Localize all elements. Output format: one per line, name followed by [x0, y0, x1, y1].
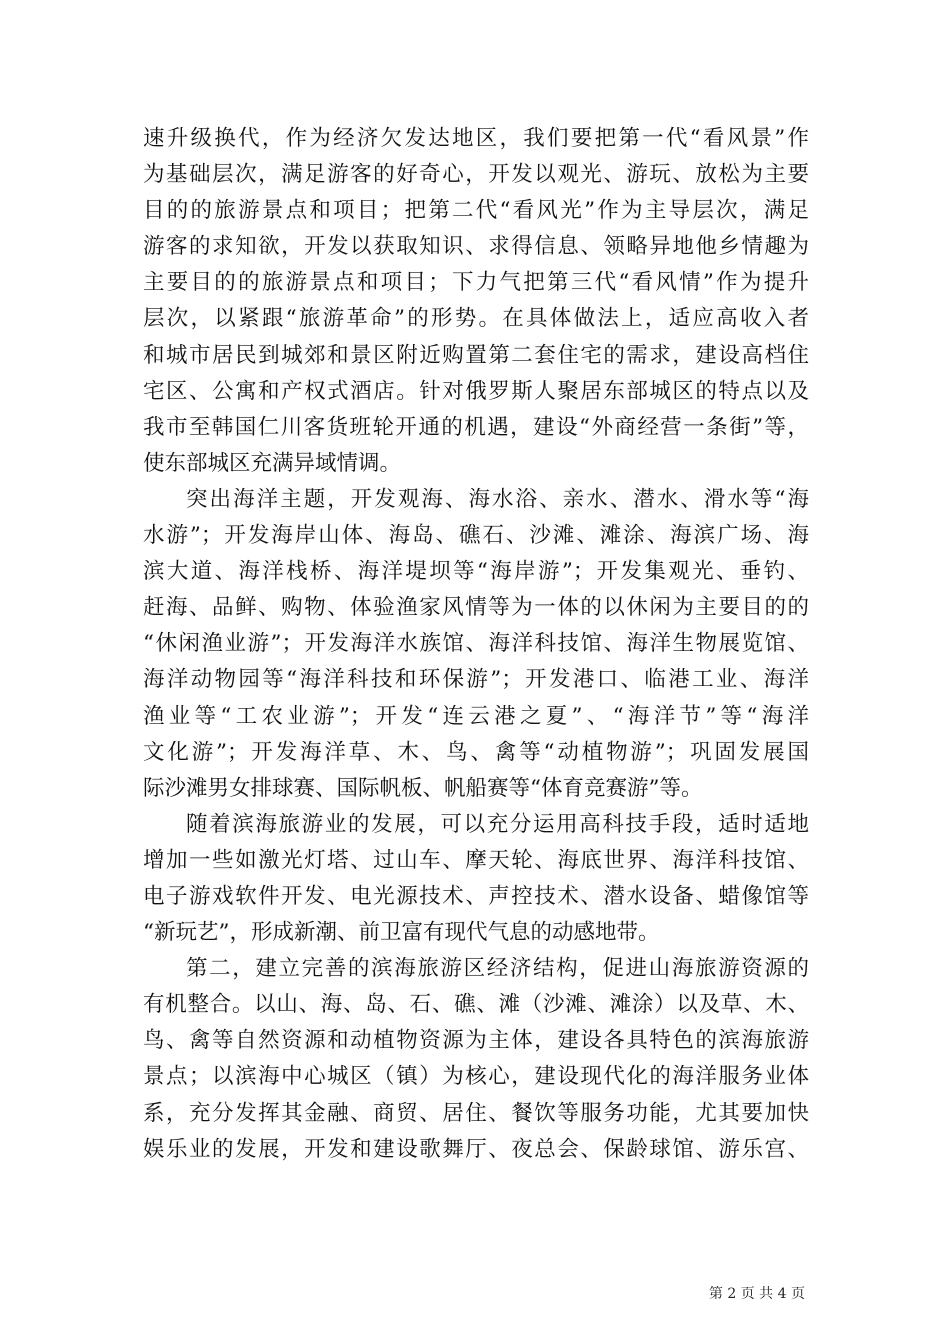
body-text — [143, 121, 809, 1168]
paragraph-1-line: 游客的求知欲，开发以获取知识、求得信息、领略异地他乡情趣为 — [143, 234, 809, 260]
paragraph-1-line: 目的的旅游景点和项目；把第二代“看风光”作为主导层次，满足 — [143, 198, 809, 224]
paragraph-1-line: 宅区、公寓和产权式酒店。针对俄罗斯人聚居东部城区的特点以及 — [143, 378, 809, 404]
page-number: 第 2 页 共 4 页 — [708, 1286, 805, 1302]
paragraph-2-line: 海洋动物园等“海洋科技和环保游”；开发港口、临港工业、海洋 — [143, 667, 809, 693]
paragraph-4-line: 景点；以滨海中心城区（镇）为核心，建设现代化的海洋服务业体 — [143, 1064, 809, 1090]
paragraph-1-line: 和城市居民到城郊和景区附近购置第二套住宅的需求，建设高档住 — [143, 342, 809, 368]
paragraph-4-line: 系，充分发挥其金融、商贸、居住、餐饮等服务功能，尤其要加快 — [143, 1100, 809, 1126]
paragraph-1-line: 为基础层次，满足游客的好奇心，开发以观光、游玩、放松为主要 — [143, 162, 809, 188]
paragraph-2-line: 渔业等“工农业游”；开发“连云港之夏”、“海洋节”等“海洋 — [143, 703, 809, 729]
paragraph-4-line: 鸟、禽等自然资源和动植物资源为主体，建设各具特色的滨海旅游 — [143, 1028, 809, 1054]
paragraph-3-line: 电子游戏软件开发、电光源技术、声控技术、潜水设备、蜡像馆等 — [143, 883, 809, 909]
paragraph-3-line: 随着滨海旅游业的发展，可以充分运用高科技手段，适时适地 — [186, 811, 809, 837]
paragraph-2-line: 赶海、品鲜、购物、体验渔家风情等为一体的以休闲为主要目的的 — [143, 595, 809, 621]
paragraph-1-line: 使东部城区充满异域情调。 — [143, 450, 402, 476]
paragraph-4-line: 第二，建立完善的滨海旅游区经济结构，促进山海旅游资源的 — [186, 956, 809, 982]
paragraph-1-line: 主要目的的旅游景点和项目；下力气把第三代“看风情”作为提升 — [143, 270, 809, 296]
paragraph-3-line: “新玩艺”，形成新潮、前卫富有现代气息的动感地带。 — [143, 920, 660, 946]
paragraph-2-line: “休闲渔业游”；开发海洋水族馆、海洋科技馆、海洋生物展览馆、 — [143, 631, 809, 657]
paragraph-2-line: 突出海洋主题，开发观海、海水浴、亲水、潜水、滑水等“海 — [186, 486, 809, 512]
paragraph-1-line: 层次，以紧跟“旅游革命”的形势。在具体做法上，适应高收入者 — [143, 306, 809, 332]
paragraph-3-line: 增加一些如激光灯塔、过山车、摩天轮、海底世界、海洋科技馆、 — [143, 847, 809, 873]
paragraph-2-line: 文化游”；开发海洋草、木、鸟、禽等“动植物游”；巩固发展国 — [143, 739, 809, 765]
paragraph-2-line: 际沙滩男女排球赛、国际帆板、帆船赛等“体育竞赛游”等。 — [143, 775, 703, 801]
paragraph-4-line: 娱乐业的发展，开发和建设歌舞厅、夜总会、保龄球馆、游乐宫、 — [143, 1136, 809, 1162]
paragraph-1-line: 速升级换代，作为经济欠发达地区，我们要把第一代“看风景”作 — [143, 126, 809, 151]
paragraph-4-line: 有机整合。以山、海、岛、石、礁、滩（沙滩、滩涂）以及草、木、 — [143, 992, 809, 1018]
paragraph-1-line: 我市至韩国仁川客货班轮开通的机遇，建设“外商经营一条街”等， — [143, 414, 809, 440]
paragraph-2-line: 水游”；开发海岸山体、海岛、礁石、沙滩、滩涂、海滨广场、海 — [143, 523, 809, 549]
paragraph-2-line: 滨大道、海洋栈桥、海洋堤坝等“海岸游”；开发集观光、垂钓、 — [143, 559, 809, 585]
